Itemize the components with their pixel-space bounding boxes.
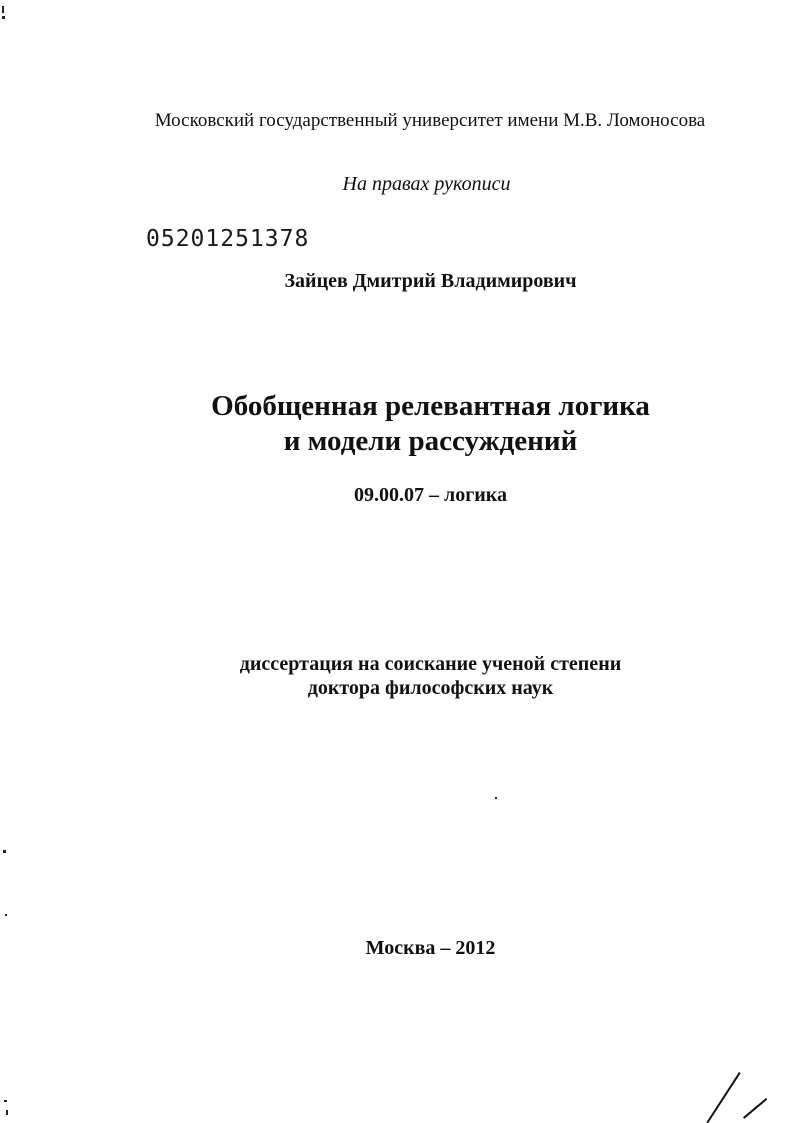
title-line-2: и модели рассуждений xyxy=(283,425,578,457)
degree-line-2: доктора философских наук xyxy=(307,677,554,699)
degree-line-1: диссертация на соискание ученой степени xyxy=(239,653,622,675)
city-year: Москва – 2012 xyxy=(365,937,496,959)
scan-artifact-slash xyxy=(706,1072,740,1123)
scan-speck xyxy=(495,797,497,799)
specialty-code: 09.00.07 – логика xyxy=(353,484,508,506)
scan-speck xyxy=(4,1100,7,1102)
scan-speck xyxy=(6,1110,8,1115)
scan-speck xyxy=(2,6,4,13)
scan-speck xyxy=(5,914,7,916)
university-name: Московский государственный университет имени М.В. Ломоносова xyxy=(154,110,706,131)
scan-speck xyxy=(3,850,6,853)
rights-note: На правах рукописи xyxy=(342,173,511,195)
scan-artifact-slash xyxy=(743,1098,767,1119)
scan-speck xyxy=(2,16,5,19)
archive-number: 05201251378 xyxy=(146,226,310,252)
author-name: Зайцев Дмитрий Владимирович xyxy=(284,270,577,292)
title-line-1: Обобщенная релевантная логика xyxy=(211,390,650,422)
